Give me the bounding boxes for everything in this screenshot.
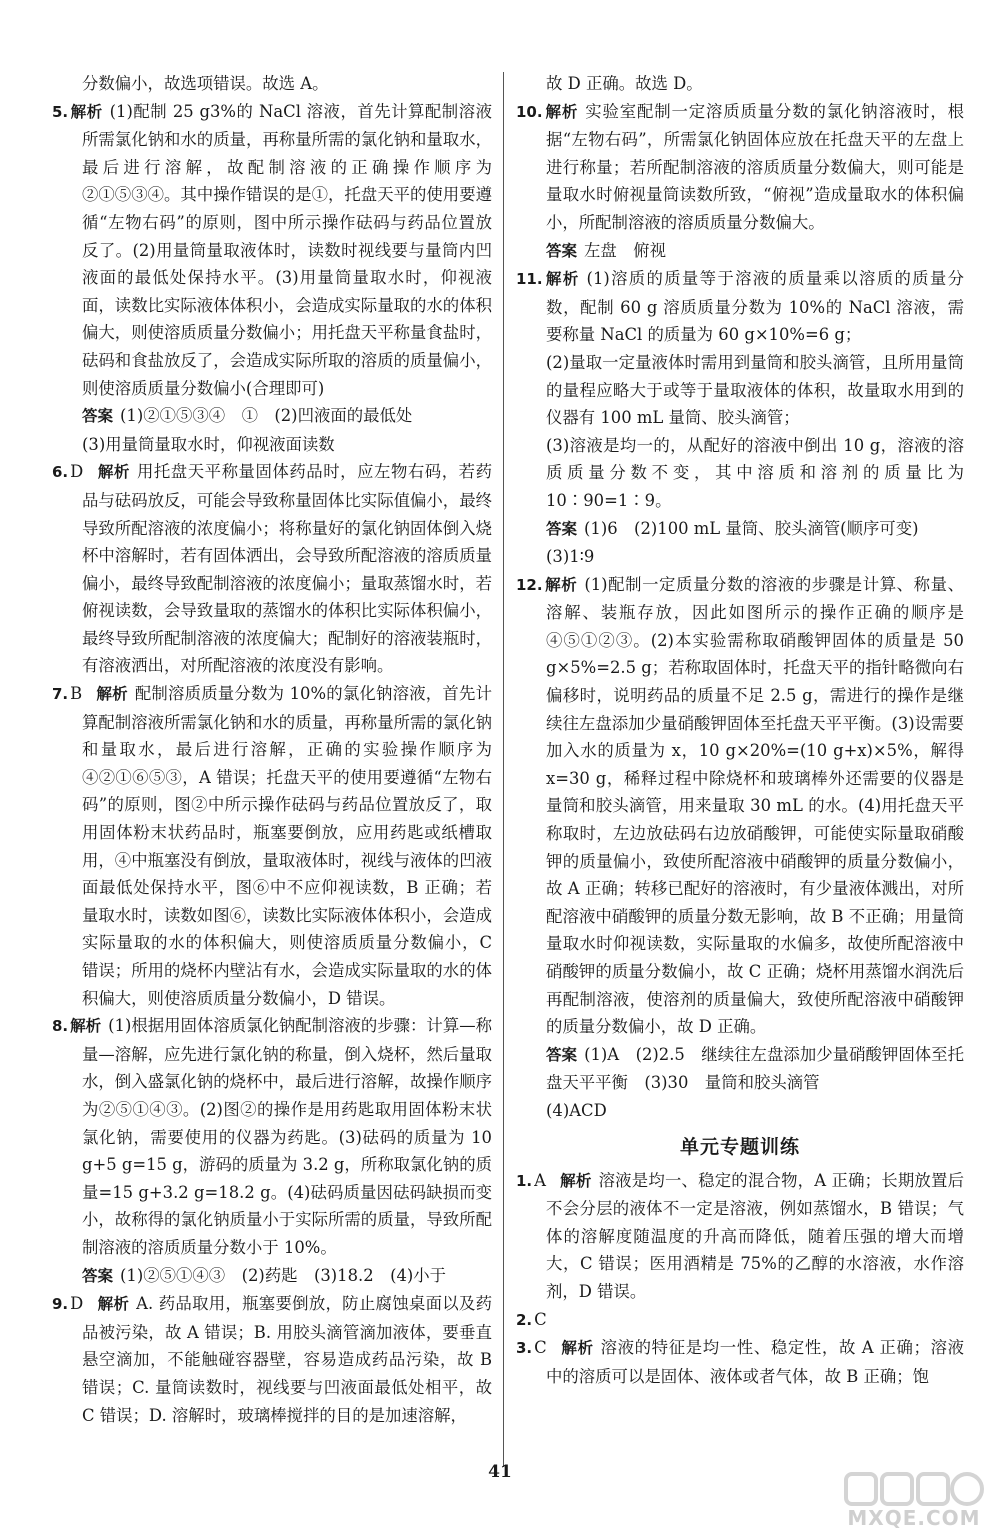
section-title: 单元专题训练 [679, 1135, 800, 1158]
section-question-2 [516, 1306, 964, 1335]
section-question-1 [516, 1167, 964, 1306]
analysis-label: 解析 [559, 1171, 592, 1190]
question-6 [52, 458, 492, 680]
column-divider [503, 72, 504, 1467]
answer-label: 答案 [82, 407, 114, 426]
question-number: 3. [516, 1339, 533, 1358]
question-10 [516, 98, 964, 266]
analysis-text: (3)溶液是均一的，从配好的溶液中倒出 10 g，溶液的溶质质量分数不变，其中溶质和溶剂的质量比为 10∶90=1∶9。 [546, 435, 964, 510]
analysis-text: 实验室配制一定溶质质量分数的氯化钠溶液时，根据“左物右码”，所需氯化钠固体应放在托盘天平的左盘上进行称量；若所配制溶液的溶质质量分数偏大，则可能是量取水时俯视量筒读数所致，“俯视”造成量取水的体积偏小，所配制溶液的溶质质量分数偏大。 [546, 101, 964, 232]
answer-text: 左盘 俯视 [584, 240, 666, 260]
answer-text: (4)ACD [546, 1100, 607, 1120]
analysis-text: A. 药品取用，瓶塞要倒放，防止腐蚀桌面以及药品被污染，故 A 错误；B. 用胶头滴管滴加液体，要垂直悬空滴加，不能触碰容器壁，容易造成药品污染，故 B 错误；C. 量筒读数时，视线要与凹液面最低处相平，故 C 错误；D. 溶解时，玻璃棒搅拌的目的是加速溶解， [82, 1294, 492, 1425]
question-number: 1. [516, 1171, 533, 1190]
analysis-text: (1)配制 25 g3%的 NaCl 溶液，首先计算配制溶液所需氯化钠和水的质量，再称量所需的氯化钠和量取水，最后进行溶解，故配制溶液的正确操作顺序为②①⑤③④。其中操作错误的是①，托盘天平的使用要遵循“左物右码”的原则，图中所示操作砝码与药品位置放反了。(2)用量筒量取液体时，读数时视线要与量筒内凹液面的最低处保持水平。(3)用量筒量取水时，仰视液面，读数比实际液体体积小，会造成实际量取的水的体积偏大，则使溶质质量分数偏小；用托盘天平称量食盐时，砝码和食盐放反了，会造成实际所取的溶质的质量偏小，则使溶质质量分数偏小(合理即可) [82, 101, 492, 398]
question-number: 7. [52, 685, 69, 704]
analysis-text: 用托盘天平称量固体药品时，应左物右码，若药品与砝码放反，可能会导致称量固体比实际值偏小，最终导致所配溶液的浓度偏小；将称量好的氯化钠固体倒入烧杯中溶解时，若有固体洒出，会导致所配溶液的溶质质量偏小，最终导致配制溶液的浓度偏小；量取蒸馏水时，若俯视读数，会导致量取的蒸馏水的体积比实际体积偏小，最终导致所配制溶液的浓度偏大；配制好的溶液装瓶时，有溶液洒出，对所配溶液的浓度没有影响。 [82, 462, 492, 676]
answer-text: (1)②①⑤③④ ① (2)凹液面的最低处 [120, 406, 413, 426]
question-number: 2. [516, 1310, 533, 1329]
answer-label: 答案 [546, 241, 578, 260]
question-number: 9. [52, 1295, 69, 1314]
answer-option: B [70, 684, 83, 704]
analysis-text: 溶液是均一、稳定的混合物，A 正确；长期放置后不会分层的液体不一定是溶液，例如蒸馏水，B 错误；气体的溶解度随温度的升高而降低，随着压强的增大而增大，C 错误；医用酒精是 75%的乙醇的水溶液，水作溶剂，D 错误。 [546, 1170, 964, 1301]
analysis-label: 解析 [97, 463, 130, 482]
answer-option: D [70, 1294, 84, 1314]
answer-text: (3)1∶9 [546, 547, 595, 567]
section-question-3 [516, 1334, 964, 1390]
question-5 [52, 98, 492, 459]
answer-option: C [534, 1309, 547, 1329]
question-9 [52, 1290, 492, 1429]
analysis-text: (2)量取一定量液体时需用到量筒和胶头滴管，且所用量筒的量程应略大于或等于量取液体的体积，故量取水用到的仪器有 100 mL 量筒、胶头滴管； [546, 352, 964, 428]
watermark-text: MXQE.COM [847, 1506, 981, 1530]
answer-option: A [534, 1170, 546, 1190]
analysis-text: (1)溶质的质量等于溶液的质量乘以溶质的质量分数，配制 60 g 溶质质量分数为 10%的 NaCl 溶液，需要称量 NaCl 的质量为 60 g×10%=6 g； [546, 269, 964, 345]
continued-line: 故 D 正确。故选 D。 [546, 74, 703, 93]
right-column [516, 70, 964, 1390]
question-number: 10. [516, 102, 543, 121]
question-8 [52, 1012, 492, 1290]
left-column [52, 70, 492, 1429]
question-number: 12. [516, 575, 543, 594]
analysis-label: 解析 [560, 1339, 594, 1358]
analysis-text: 溶液的特征是均一性、稳定性，故 A 正确；溶液中的溶质可以是固体、液体或者气体，故 B 正确；饱 [546, 1338, 964, 1386]
watermark-logo [838, 1470, 988, 1532]
question-number: 6. [52, 463, 69, 482]
answer-option: D [70, 462, 84, 482]
answer-label: 答案 [82, 1266, 114, 1285]
answer-text: (1)6 (2)100 mL 量筒、胶头滴管(顺序可变) [584, 518, 919, 538]
watermark-seal-icon [838, 1470, 988, 1510]
continued-line: 分数偏小，故选项错误。故选 A。 [82, 74, 329, 93]
answer-label: 答案 [546, 1045, 578, 1064]
analysis-label: 解析 [544, 575, 578, 594]
answer-text: (1)②⑤①④③ (2)药匙 (3)18.2 (4)小于 [120, 1265, 447, 1285]
analysis-text: (1)根据用固体溶质氯化钠配制溶液的步骤：计算—称量—溶解，应先进行氯化钠的称量，倒入烧杯，然后量取水，倒入盛氯化钠的烧杯中，最后进行溶解，故操作顺序为②⑤①④③。(2)图②的操作是用药匙取用固体粉末状氯化钠，需要使用的仪器为药匙。(3)砝码的质量为 10 g+5 g=15 g，游码的质量为 3.2 g，所称取氯化钠的质量=15 g+3.2 g=18.2 g。(4)砝码质量因砝码缺损而变小，故称得的氯化钠质量小于实际所需的质量，导致所配制溶液的溶质质量分数小于 10%。 [82, 1016, 492, 1257]
page-number: 41 [488, 1462, 512, 1482]
question-11 [516, 265, 964, 571]
answer-option: C [534, 1338, 547, 1358]
question-7 [52, 680, 492, 1012]
analysis-label: 解析 [544, 102, 579, 121]
analysis-label: 解析 [70, 102, 103, 121]
answer-text: (3)用量筒量取水时，仰视液面读数 [82, 434, 335, 454]
analysis-text: (1)配制一定质量分数的溶液的步骤是计算、称量、溶解、装瓶存放，因此如图所示的操作正确的顺序是④⑤①②③。(2)本实验需称取硝酸钾固体的质量是 50 g×5%=2.5 g；若称取固体时，托盘天平的指针略微向右偏移时，说明药品的质量不足 2.5 g，需进行的操作是继续往左盘添加少量硝酸钾固体至托盘天平平衡。(3)设需要加入水的质量为 x，10 g×20%=(10 g+x)×5%，解得 x=30 g，稀释过程中除烧杯和玻璃棒外还需要的仪器是量筒和胶头滴管，用来量取 30 mL 的水。(4)用托盘天平称取时，左边放砝码右边放硝酸钾，可能使实际量取硝酸钾的质量偏小，致使所配溶液中硝酸钾的质量分数偏小，故 A 正确；转移已配好的溶液时，有少量液体溅出，对所配溶液中硝酸钾的质量分数无影响，故 B 不正确；用量筒量取水时仰视读数，实际量取的水偏多，故使所配溶液中硝酸钾的质量分数偏小，故 C 正确；烧杯用蒸馏水润洗后再配制溶液，使溶剂的质量偏大，致使所配溶液中硝酸钾的质量分数偏小，故 D 正确。 [546, 574, 964, 1037]
analysis-label: 解析 [97, 1295, 130, 1314]
question-number: 5. [52, 102, 69, 121]
analysis-text: 配制溶质质量分数为 10%的氯化钠溶液，首先计算配制溶液所需氯化钠和水的质量，再称量所需的氯化钠和量取水，最后进行溶解，正确的实验操作顺序为④②①⑥⑤③，A 错误；托盘天平的使用要遵循“左物右码”的原则，图②中所示操作砝码与药品位置放反了，取用固体粉末状药品时，瓶塞要倒放，应用药匙或纸槽取用，④中瓶塞没有倒放，量取液体时，视线与液体的凹液面最低处保持水平，图⑥中不应仰视读数，B 正确；若量取水时，读数如图⑥，读数比实际液体体积小，会造成实际量取的水的体积偏大，则使溶质质量分数偏小，C 错误；所用的烧杯内壁沾有水，会造成实际量取的水的体积偏大，则使溶质质量分数偏小，D 错误。 [82, 684, 492, 1008]
analysis-label: 解析 [544, 270, 580, 289]
question-number: 8. [52, 1017, 69, 1036]
question-number: 11. [516, 270, 543, 289]
analysis-label: 解析 [70, 1017, 102, 1036]
question-12 [516, 571, 964, 1125]
analysis-label: 解析 [96, 685, 128, 704]
answer-text: (1)A (2)2.5 继续往左盘添加少量硝酸钾固体至托盘天平平衡 (3)30 量筒和胶头滴管 [546, 1044, 964, 1093]
answer-label: 答案 [546, 519, 578, 538]
